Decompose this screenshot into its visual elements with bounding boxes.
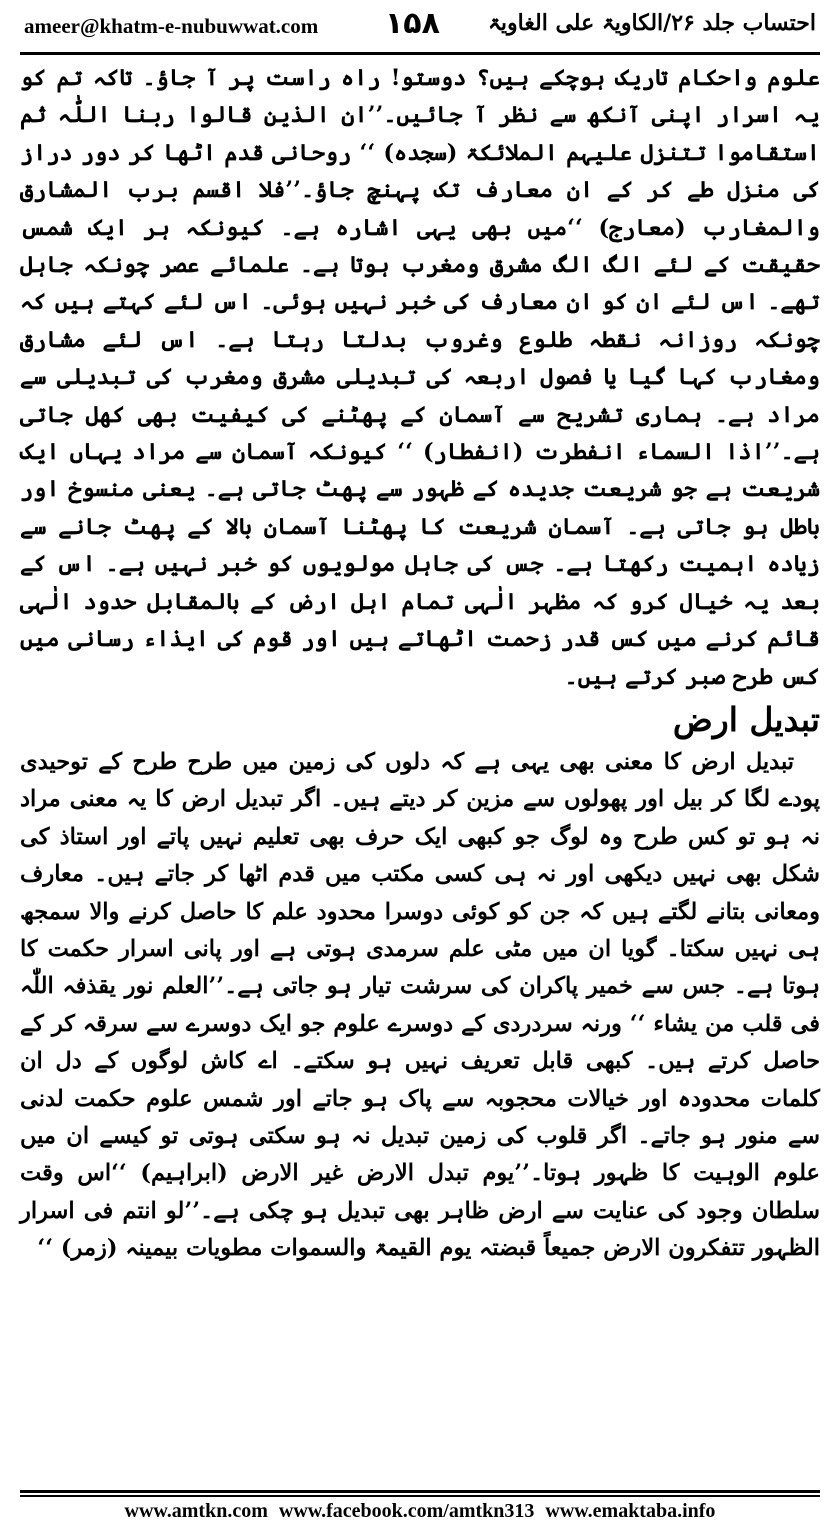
paragraph-2: تبدیل ارض کا معنی بھی یہی ہے کہ دلوں کی زمین میں طرح طرح کے توحیدی پودے لگا کر بیل اور پھولوں سے مزین کر دیتے ہیں۔ اگر تبدیل ارض کا یہ معنی مراد نہ ہو تو کس طرح وہ لوگ جو کبھی ایک حرف بھی تعلیم نہیں پاتے اور استاذ کی شکل بھی نہیں دیکھی اور نہ ہی کسی مکتب میں قدم اٹھا کر جاتے ہیں۔ معارف ومعانی بتانے لگتے ہیں کہ جن کو کوئی دوسرا محدود علم کا حاصل کرنے والا سمجھ ہی نہیں سکتا۔ گویا ان میں مٹی علم سرمدی ہوتی ہے اور پانی اسرار حکمت کا ہوتا ہے۔ جس سے خمیر پاکران کی سرشت تیار ہو جاتی ہے۔’’العلم نور یقذفہ اللّٰہ فی قلب من یشاء ‘‘ ورنہ سردردی کے دوسرے علوم جو ایک دوسرے سے سرقہ کر کے حاصل کرتے ہیں۔ کبھی قابل تعریف نہیں ہو سکتے۔ اے کاش لوگوں کے دل ان کلمات محدودہ اور خیالات محجوبہ سے پاک ہو جاتے اور شمس علوم حکمت لدنی سے منور ہو جاتے۔ اگر قلوب کی زمین تبدیل نہ ہو سکتی ہوتی تو کیسے ان میں علوم الوہیت کا ظہور ہوتا۔’’یوم تبدل الارض غیر الارض (ابراہیم) ‘‘اس وقت سلطان وجود کی عنایت سے ارض ظاہر بھی تبدیل ہو چکی ہے۔’’لو انتم فی اسرار الظہور تتفکرون الارض جمیعاً قبضتہ یوم القیمۃ والسموات مطویات بیمینہ (زمر) ‘‘ xyxy=(20,748,820,1262)
paragraph-1: علوم واحکام تاریک ہوچکے ہیں؟ دوستو! راہ راست پر آ جاؤ۔ تاکہ تم کو یہ اسرار اپنی آنکھ سے نظر آ جائیں۔’’ان الذین قالوا ربنا اللّٰہ ثم استقاموا تتنزل علیہم الملائکۃ (سجدہ) ‘‘ روحانی قدم اٹھا کر دور دراز کی منزل طے کر کے ان معارف تک پہنچ جاؤ۔’’فلا اقسم برب المشارق والمغارب (معارج) ‘‘میں بھی یہی اشارہ ہے۔ کیونکہ ہر ایک شمس حقیقت کے لئے الگ الگ مشرق ومغرب ہوتا ہے۔ علمائے عصر چونکہ جاہل تھے۔ اس لئے ان کو ان معارف کی خبر نہیں ہوئی۔ اس لئے کہتے ہیں کہ چونکہ روزانہ نقطہ طلوع وغروب بدلتا رہتا ہے۔ اس لئے مشارق ومغارب کہا گیا یا فصول اربعہ کی تبدیلی مشرق ومغرب کی تبدیلی سے مراد ہے۔ ہماری تشریح سے آسمان کے پھٹنے کی کیفیت بھی کھل جاتی ہے۔’’اذا السماء انفطرت (انفطار) ‘‘ کیونکہ آسمان سے مراد یہاں ایک شریعت ہے جو شریعت جدیدہ کے ظہور سے پھٹ جاتی ہے۔ یعنی منسوخ اور باطل ہو جاتی ہے۔ آسمان شریعت کا پھٹنا آسمان بالا کے پھٹ جانے سے زیادہ اہمیت رکھتا ہے۔ جس کی جاہل مولویوں کو خبر نہیں ہے۔ اس کے بعد یہ خیال کرو کہ مظہر الٰہی تمام اہل ارض کے بالمقابل حدود الٰہی قائم کرنے میں کس قدر زحمت اٹھاتے ہیں اور قوم کی ایذاء رسانی میں کس طرح صبر کرتے ہیں۔ xyxy=(20,65,820,690)
footer-rule-thick xyxy=(20,1490,820,1493)
section-heading: تبدیل ارض xyxy=(672,699,820,739)
header-rule xyxy=(20,52,820,55)
page-body xyxy=(20,60,820,1268)
footer-rule-thin xyxy=(20,1495,820,1497)
book-title: احتساب جلد ۲۶/الکاویۃ علی الغاویۃ xyxy=(488,10,816,36)
footer-links: www.amtkn.com www.facebook.com/amtkn313 www.emaktaba.info xyxy=(124,1500,716,1522)
page-number: ۱۵۸ xyxy=(385,6,440,41)
header-email: ameer@khatm-e-nubuwwat.com xyxy=(24,14,319,38)
page-header xyxy=(0,0,840,52)
